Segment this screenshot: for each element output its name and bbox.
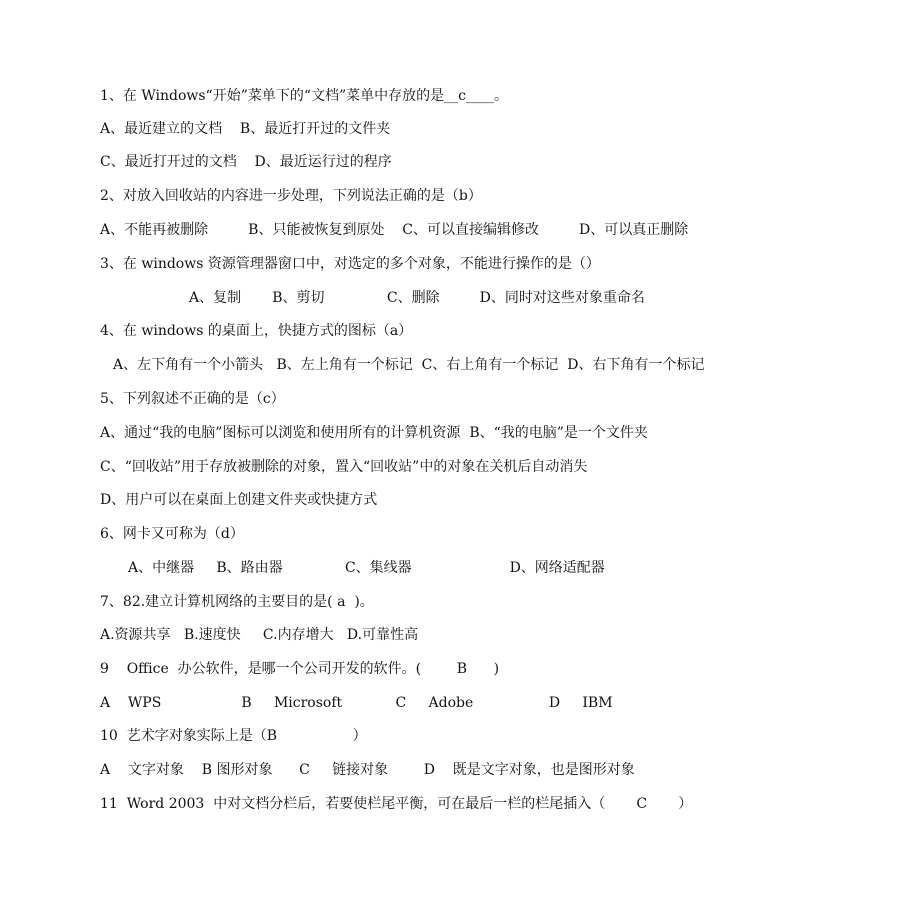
question-5-option-a-b: A、通过“我的电脑”图标可以浏览和使用所有的计算机资源 B、“我的电脑”是一个文件夹 <box>100 425 648 441</box>
question-2-text: 2、对放入回收站的内容进一步处理，下列说法正确的是（b） <box>100 188 482 204</box>
question-5-text: 5、下列叙述不正确的是（c） <box>100 391 285 407</box>
question-7-options: A.资源共享 B.速度快 C.内存增大 D.可靠性高 <box>100 627 419 643</box>
question-3-text: 3、在 windows 资源管理器窗口中，对选定的多个对象，不能进行操作的是（） <box>100 256 600 272</box>
question-11-text: 11 Word 2003 中对文档分栏后，若要使栏尾平衡，可在最后一栏的栏尾插入（ C ） <box>100 796 693 812</box>
question-4-options: A、左下角有一个小箭头 B、左上角有一个标记 C、右上角有一个标记 D、右下角有一个标记 <box>113 357 705 373</box>
question-2-options: A、不能再被删除 B、只能被恢复到原处 C、可以直接编辑修改 D、可以真正删除 <box>100 222 689 238</box>
question-10-options: A 文字对象 B 图形对象 C 链接对象 D 既是文字对象，也是图形对象 <box>100 762 635 778</box>
question-6-text: 6、网卡又可称为（d） <box>100 526 244 542</box>
question-1-text: 1、在 Windows“开始”菜单下的“文档”菜单中存放的是__c____。 <box>100 88 509 104</box>
question-9-text: 9 Office 办公软件，是哪一个公司开发的软件。( B ) <box>100 661 500 677</box>
question-4-text: 4、在 windows 的桌面上，快捷方式的图标（a） <box>100 323 413 339</box>
question-5-option-c: C、“回收站”用于存放被删除的对象，置入“回收站”中的对象在关机后自动消失 <box>100 459 588 475</box>
question-3-options: A、复制 B、剪切 C、删除 D、同时对这些对象重命名 <box>189 290 645 306</box>
question-9-options: A WPS B Microsoft C Adobe D IBM <box>100 695 613 711</box>
question-6-options: A、中继器 B、路由器 C、集线器 D、网络适配器 <box>128 560 605 576</box>
question-10-text: 10 艺术字对象实际上是（B ） <box>100 728 367 744</box>
question-5-option-d: D、用户可以在桌面上创建文件夹或快捷方式 <box>100 492 378 508</box>
question-7-text: 7、82.建立计算机网络的主要目的是( a )。 <box>100 594 374 610</box>
question-1-options-a-b: A、最近建立的文档 B、最近打开过的文件夹 <box>100 121 391 137</box>
question-1-options-c-d: C、最近打开过的文档 D、最近运行过的程序 <box>100 154 392 170</box>
